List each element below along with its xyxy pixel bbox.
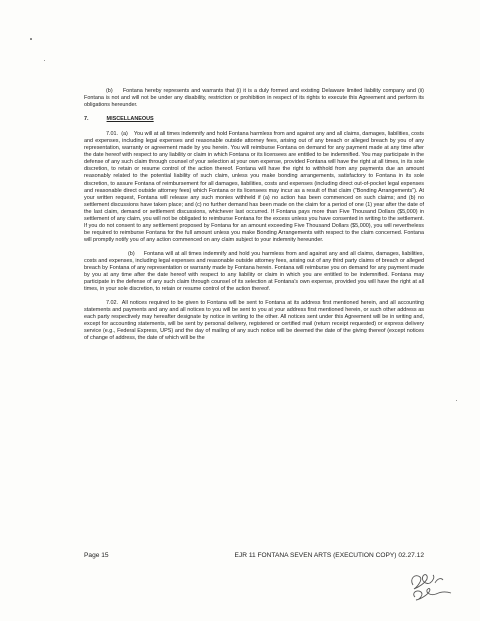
page-footer [84,552,424,559]
scan-speck [456,400,457,401]
section-heading-miscellaneous [84,116,424,123]
document-body [84,88,424,350]
handwritten-initials [405,565,455,607]
document-reference: EJR 11 FONTANA SEVEN ARTS (EXECUTION COPY) 02.27.12 [234,552,424,559]
paragraph-7-01-a: 7.01. (a) You will at all times indemnify and hold Fontana harmless from and against any and all claims, damages, liabilities, costs and expenses, including legal expenses and reasonable outside attorney fees, arising out of any breach or alleged breach by you of any representation, warranty or agreement made by you herein. You will reimburse Fontana on demand for any payment made at any time after the date hereof with respect to any liability or claim in which Fontana or its licensees are entitled to be indemnified. You may participate in the defense of any such claim through counsel of your selection at your own expense, provided Fontana will have the right at all times, in its sole discretion, to retain or resume control of the action thereof. Fontana will have the right to withhold from any payments due an amount reasonably related to the potential liability of such claim, unless you make bonding arrangements, satisfactory to Fontana in its sole discretion, to assure Fontana of reimbursement for all damages, liabilities, costs and expenses (including direct out-of-pocket legal expenses and reasonable direct outside attorney fees) which Fontana or its licensees may incur as a result of that claim (“Bonding Arrangements”). At your written request, Fontana will release any such monies withheld if (a) no action has been commenced on such claims; and (b) no settlement discussions have taken place; and (c) no further demand has been made on the claim for a period of one (1) year after the date of the last claim, demand or settlement discussions, whichever last occurred. If Fontana pays more than Five Thousand Dollars ($5,000) in settlement of any claim, you will not be obligated to reimburse Fontana for the excess unless you have consented in writing to the settlement. If you do not consent to any settlement proposed by Fontana for an amount exceeding Five Thousand Dollars ($5,000), you will nevertheless be required to reimburse Fontana for the full amount unless you make Bonding Arrangements with respect to the claim concerned. Fontana will promptly notify you of any action commenced on any claim subject to your indemnity hereunder. [84,131,424,243]
section-number: 7. [84,116,89,123]
paragraph-7-02: 7.02. All notices required to be given to Fontana will be sent to Fontana at its address first mentioned herein, and all accounting statements and payments and any and all notices to you will be sent to you at your address first mentioned herein, or such other address as each party respectively may hereafter designate by notice in writing to the other. All notices sent under this Agreement will be in writing and, except for accounting statements, will be sent by personal delivery, registered or certified mail (return receipt requested) or express delivery service (e.g., Federal Express, UPS) and the day of mailing of any such notice will be deemed the date of the giving thereof (except notices of change of address, the date of which will be the [84,300,424,342]
scan-speck [44,60,45,61]
scan-speck [30,38,32,40]
paragraph-b-representations: (b) Fontana hereby represents and warrants that (i) it is a duly formed and existing Delaware limited liability company and (ii) Fontana is not and will not be under any disability, restriction or prohibition in respect of its rights to execute this Agreement and perform its obligations hereunder. [84,88,424,109]
page-number: Page 15 [84,552,109,559]
paragraph-7-01-b: (b) Fontana will at all times indemnify and hold you harmless from and against any and all claims, damages, liabilities, costs and expenses, including legal expenses and reasonable outside attorney fees, arising out of any third party claims of breach or alleged breach by Fontana of any representation or warranty made by Fontana herein. Fontana will reimburse you on demand for any payment made by you at any time after the date hereof with respect to any liability or claim in which you are entitled to be indemnified. Fontana may participate in the defense of any such claim through counsel of its selection at Fontana's own expense, provided you will have the right at all times, in your sole discretion, to retain or resume control of the action thereof. [84,250,424,293]
section-title: MISCELLANEOUS [106,116,154,123]
